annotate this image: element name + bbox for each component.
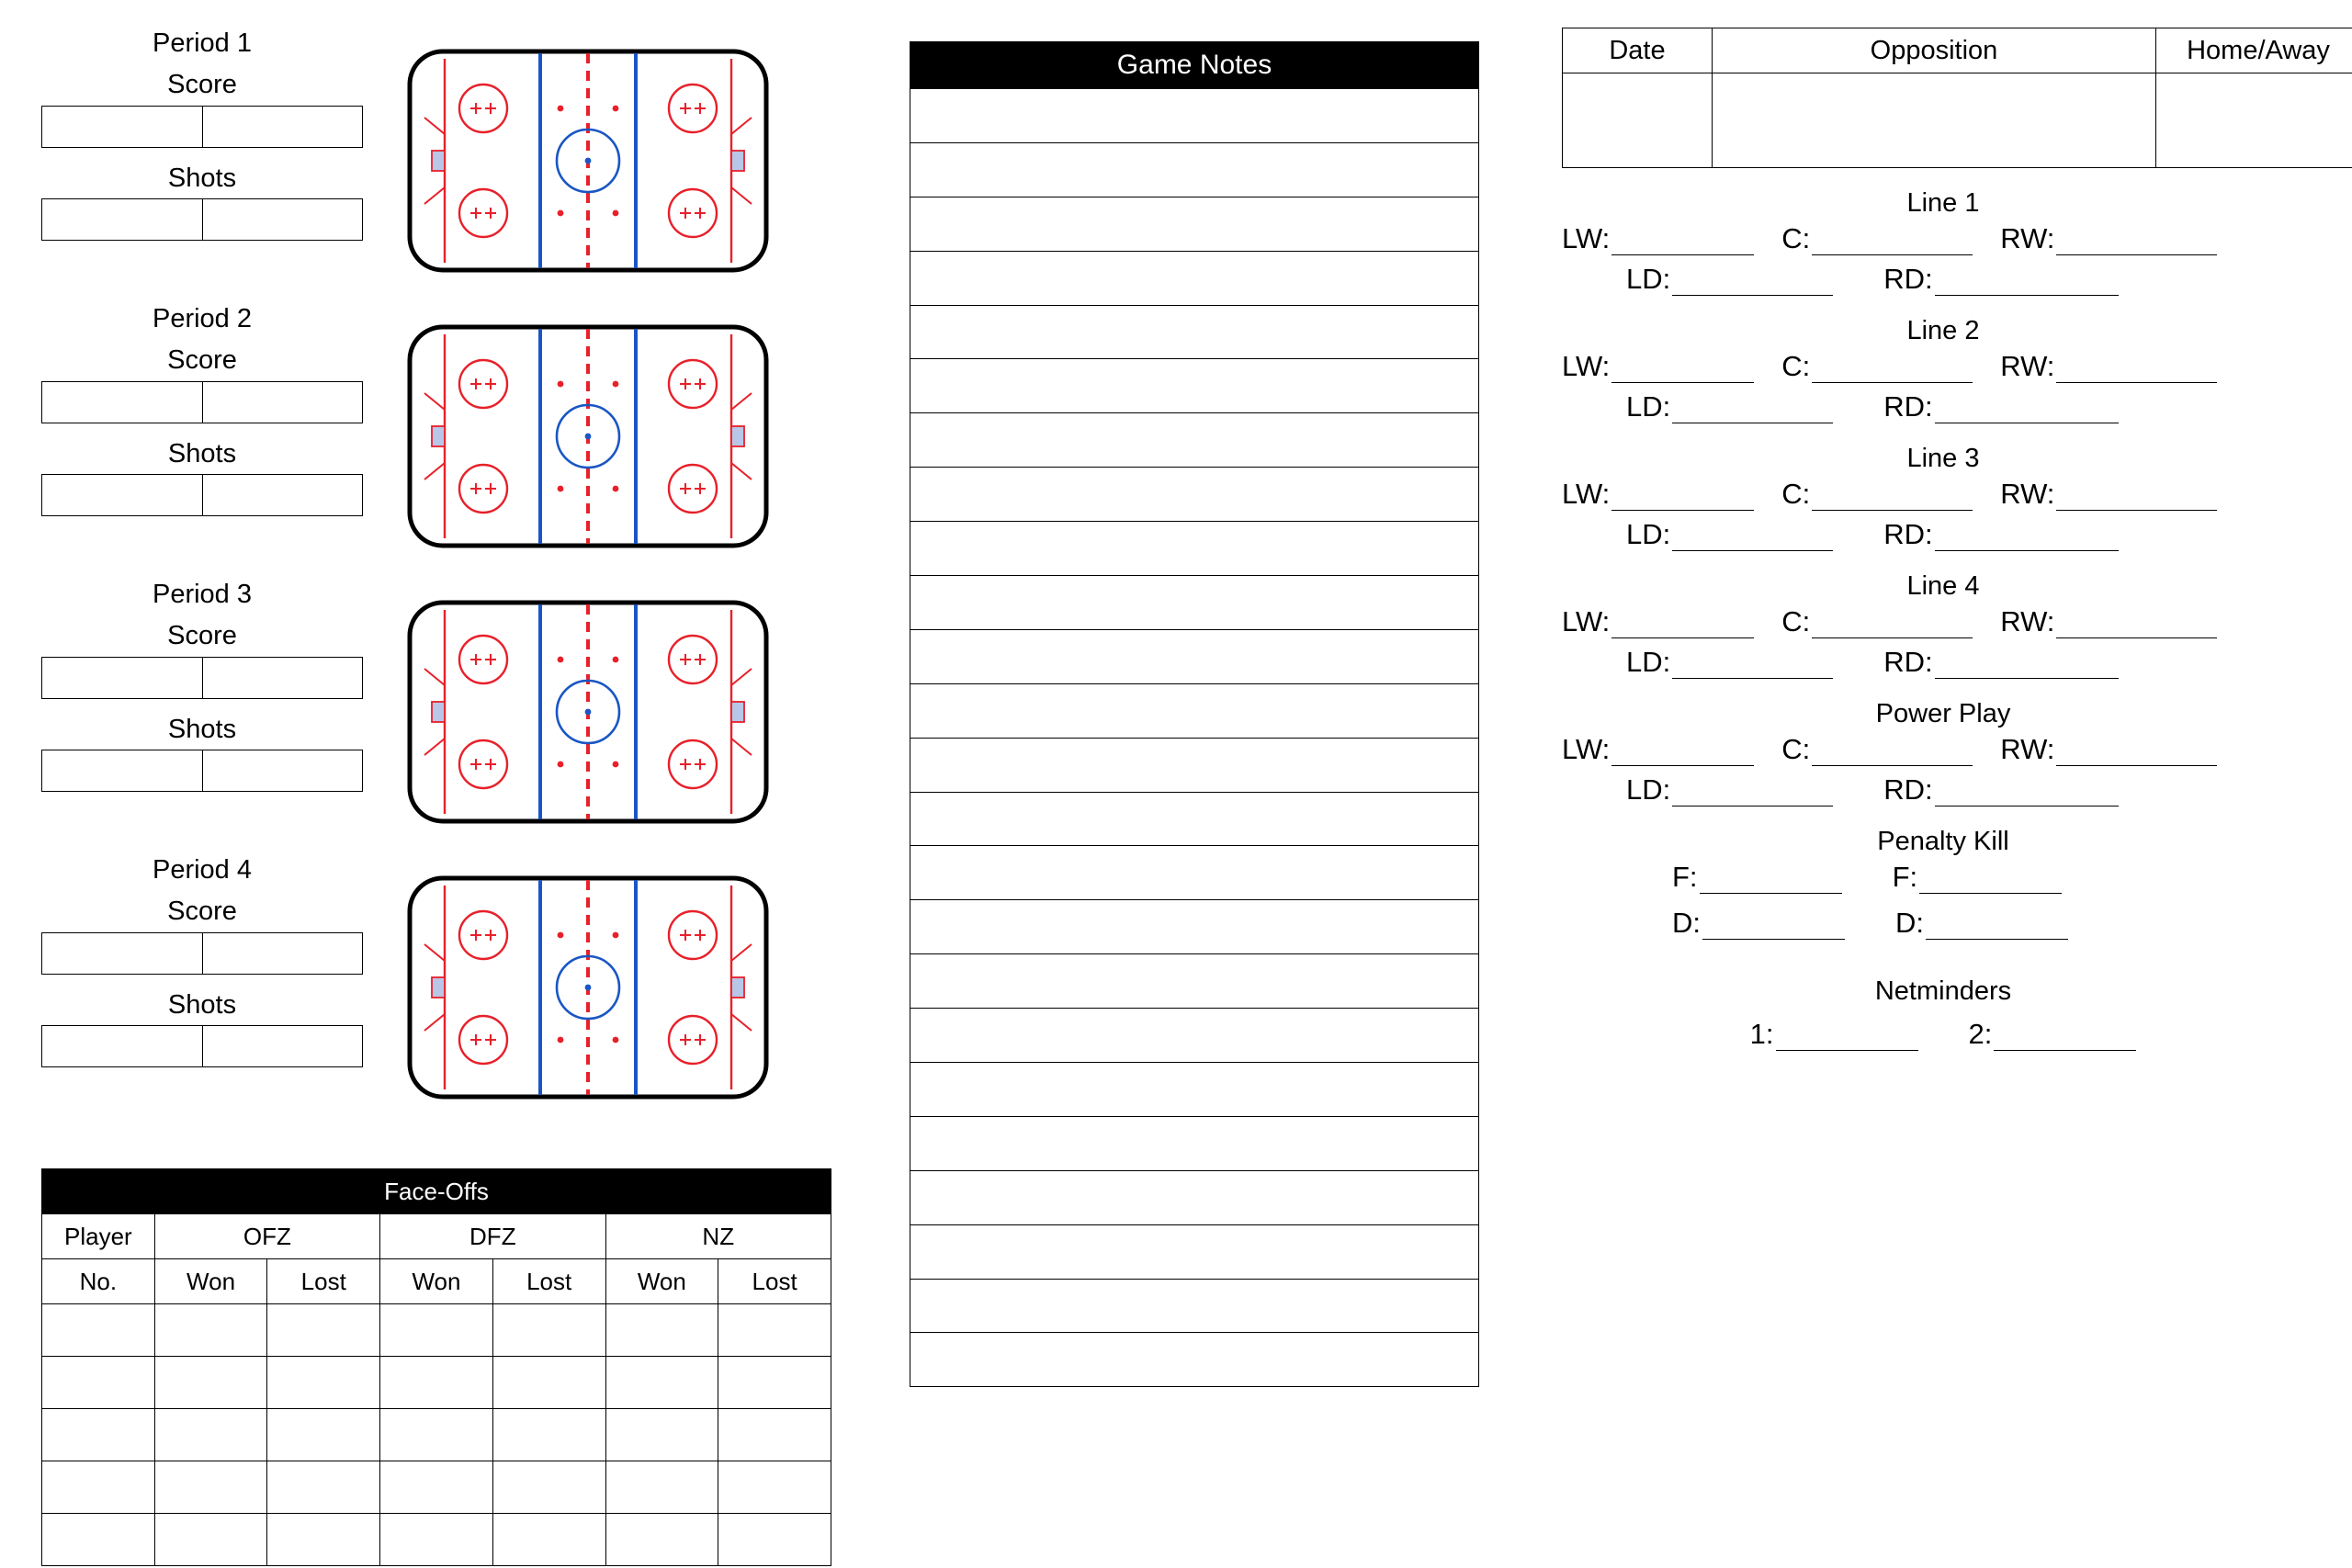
ld-field[interactable] <box>1626 773 1833 807</box>
rd-field[interactable] <box>1883 518 2118 551</box>
line-title: Line 3 <box>1906 444 1980 473</box>
pk-d2-label: D: <box>1895 907 1924 939</box>
c-label: C: <box>1781 605 1811 637</box>
score-label: Score <box>167 620 237 650</box>
lw-field[interactable] <box>1562 733 1754 766</box>
faceoff-cell[interactable] <box>380 1304 493 1357</box>
note-line[interactable] <box>910 467 1478 521</box>
shots-home-box[interactable] <box>42 750 202 791</box>
faceoff-cell[interactable] <box>718 1357 831 1409</box>
note-line[interactable] <box>910 792 1478 846</box>
period-block <box>37 579 845 854</box>
faceoff-cell[interactable] <box>380 1357 493 1409</box>
line-group <box>1562 571 2324 679</box>
shots-boxes[interactable] <box>41 1025 363 1067</box>
faceoff-cell[interactable] <box>605 1514 718 1566</box>
ld-label: LD: <box>1626 646 1671 678</box>
rd-blank[interactable] <box>1935 395 2119 423</box>
note-line[interactable] <box>910 845 1478 899</box>
rink-diagram[interactable] <box>404 597 772 831</box>
faceoff-cell[interactable] <box>380 1461 493 1514</box>
netminders-group <box>1562 976 2324 1051</box>
pk-f2-label: F: <box>1892 861 1918 893</box>
c-field[interactable] <box>1781 605 1973 638</box>
rd-field[interactable] <box>1883 646 2118 679</box>
rw-label: RW: <box>2000 733 2055 765</box>
faceoff-cell[interactable] <box>42 1304 155 1357</box>
netminder-2-blank[interactable] <box>1994 1022 2136 1051</box>
netminders-row <box>1562 1018 2324 1051</box>
rw-field[interactable] <box>2000 350 2217 383</box>
faceoff-cell[interactable] <box>154 1409 267 1461</box>
period-stats <box>37 28 368 255</box>
c-field[interactable] <box>1781 733 1973 766</box>
lw-blank[interactable] <box>1611 738 1754 766</box>
note-line[interactable] <box>910 738 1478 792</box>
pk-d1-field[interactable] <box>1672 907 1845 940</box>
note-line[interactable] <box>910 1116 1478 1170</box>
faceoff-cell[interactable] <box>380 1514 493 1566</box>
rink-diagram[interactable] <box>404 321 772 556</box>
netminder-2-label: 2: <box>1968 1018 1993 1050</box>
rd-label: RD: <box>1883 390 1933 423</box>
faceoff-sub-ofz-lost: Lost <box>267 1259 380 1304</box>
rink-diagram[interactable] <box>404 46 772 280</box>
period-title: Period 2 <box>152 304 252 333</box>
faceoff-cell[interactable] <box>154 1304 267 1357</box>
table-row[interactable] <box>42 1514 831 1566</box>
note-line[interactable] <box>910 683 1478 738</box>
table-row[interactable] <box>42 1461 831 1514</box>
lw-blank[interactable] <box>1611 355 1754 383</box>
line-group <box>1562 444 2324 551</box>
lw-blank[interactable] <box>1611 482 1754 511</box>
netminder-2-field[interactable] <box>1969 1018 2137 1051</box>
ld-blank[interactable] <box>1672 395 1833 423</box>
faceoff-cell[interactable] <box>42 1514 155 1566</box>
power-play-group <box>1562 699 2324 807</box>
ld-label: LD: <box>1626 390 1671 423</box>
note-line[interactable] <box>910 1332 1478 1386</box>
power-play-title: Power Play <box>1875 699 2011 728</box>
score-boxes[interactable] <box>41 106 363 148</box>
faceoff-sub-nz-won: Won <box>605 1259 718 1304</box>
lw-label: LW: <box>1562 222 1611 254</box>
ld-blank[interactable] <box>1672 267 1833 296</box>
faceoff-cell[interactable] <box>267 1357 380 1409</box>
shots-boxes[interactable] <box>41 750 363 792</box>
note-line[interactable] <box>910 521 1478 575</box>
pk-f2-blank[interactable] <box>1919 865 2062 894</box>
faceoff-cell[interactable] <box>267 1514 380 1566</box>
rd-label: RD: <box>1883 263 1933 295</box>
rd-field[interactable] <box>1883 263 2118 296</box>
faceoff-cell[interactable] <box>718 1461 831 1514</box>
period-stats <box>37 854 368 1082</box>
faceoff-group-player: Player <box>42 1214 155 1259</box>
faceoff-cell[interactable] <box>605 1409 718 1461</box>
score-boxes[interactable] <box>41 381 363 423</box>
rink-diagram[interactable] <box>404 873 772 1107</box>
faceoff-sub-nz-lost: Lost <box>718 1259 831 1304</box>
rd-label: RD: <box>1883 773 1933 806</box>
faceoff-cell[interactable] <box>605 1304 718 1357</box>
rw-blank[interactable] <box>2056 227 2217 255</box>
forward-row <box>1562 350 2324 383</box>
line-group <box>1562 188 2324 296</box>
c-label: C: <box>1781 733 1811 765</box>
c-field[interactable] <box>1781 222 1973 255</box>
score-label: Score <box>167 344 237 375</box>
lw-field[interactable] <box>1562 222 1754 255</box>
periods-column <box>37 28 845 1130</box>
faceoff-sub-ofz-won: Won <box>154 1259 267 1304</box>
pk-forward-row <box>1562 861 2324 894</box>
shots-label: Shots <box>167 714 237 744</box>
shots-boxes[interactable] <box>41 198 363 241</box>
rd-field[interactable] <box>1883 390 2118 423</box>
faceoff-cell[interactable] <box>492 1461 605 1514</box>
faceoff-cell[interactable] <box>154 1357 267 1409</box>
defence-row <box>1562 518 2324 551</box>
ld-label: LD: <box>1626 773 1671 806</box>
c-blank[interactable] <box>1812 738 1973 766</box>
shots-label: Shots <box>167 438 237 468</box>
forward-row <box>1562 478 2324 511</box>
note-line[interactable] <box>910 1224 1478 1279</box>
table-row[interactable] <box>42 1357 831 1409</box>
c-blank[interactable] <box>1812 610 1973 638</box>
period-block <box>37 303 845 579</box>
note-line[interactable] <box>910 412 1478 467</box>
rw-blank[interactable] <box>2056 738 2217 766</box>
note-line[interactable] <box>910 251 1478 305</box>
c-field[interactable] <box>1781 350 1973 383</box>
faceoff-group-nz: NZ <box>605 1214 831 1259</box>
c-blank[interactable] <box>1812 227 1973 255</box>
game-notes-panel <box>910 41 1479 1387</box>
faceoffs-title: Face-Offs <box>42 1169 831 1214</box>
lw-field[interactable] <box>1562 605 1754 638</box>
netminder-1-blank[interactable] <box>1776 1022 1918 1051</box>
rw-label: RW: <box>2000 222 2055 254</box>
ld-label: LD: <box>1626 518 1671 550</box>
period-title: Period 4 <box>152 855 252 885</box>
pk-d1-blank[interactable] <box>1702 911 1845 940</box>
faceoff-cell[interactable] <box>42 1357 155 1409</box>
score-home-box[interactable] <box>42 658 202 698</box>
note-line[interactable] <box>910 197 1478 251</box>
faceoff-cell[interactable] <box>380 1409 493 1461</box>
c-blank[interactable] <box>1812 482 1973 511</box>
c-blank[interactable] <box>1812 355 1973 383</box>
rd-label: RD: <box>1883 646 1933 678</box>
note-line[interactable] <box>910 575 1478 629</box>
score-label: Score <box>167 69 237 99</box>
note-line[interactable] <box>910 1279 1478 1333</box>
lw-label: LW: <box>1562 605 1611 637</box>
ld-label: LD: <box>1626 263 1671 295</box>
faceoff-sub-no: No. <box>42 1259 155 1304</box>
forward-row <box>1562 733 2324 766</box>
c-field[interactable] <box>1781 478 1973 511</box>
rw-field[interactable] <box>2000 733 2217 766</box>
rw-blank[interactable] <box>2056 610 2217 638</box>
rw-label: RW: <box>2000 478 2055 510</box>
score-away-box[interactable] <box>202 933 362 974</box>
table-row[interactable] <box>42 1304 831 1357</box>
faceoff-cell[interactable] <box>154 1461 267 1514</box>
game-header-table <box>1562 28 2352 168</box>
faceoff-cell[interactable] <box>718 1304 831 1357</box>
ld-blank[interactable] <box>1672 778 1833 807</box>
lw-blank[interactable] <box>1611 610 1754 638</box>
ld-field[interactable] <box>1626 646 1833 679</box>
note-line[interactable] <box>910 88 1478 142</box>
penalty-kill-group <box>1562 827 2324 940</box>
lw-blank[interactable] <box>1611 227 1754 255</box>
rw-field[interactable] <box>2000 605 2217 638</box>
faceoffs-table <box>41 1168 831 1566</box>
shots-away-box[interactable] <box>202 750 362 791</box>
rd-blank[interactable] <box>1935 650 2119 679</box>
faceoff-cell[interactable] <box>492 1304 605 1357</box>
rd-blank[interactable] <box>1935 778 2119 807</box>
defence-row <box>1562 263 2324 296</box>
line-group <box>1562 316 2324 423</box>
shots-label: Shots <box>167 989 237 1020</box>
rd-blank[interactable] <box>1935 267 2119 296</box>
period-title: Period 1 <box>152 28 252 58</box>
lw-field[interactable] <box>1562 350 1754 383</box>
score-away-box[interactable] <box>202 658 362 698</box>
forward-row <box>1562 605 2324 638</box>
shots-home-box[interactable] <box>42 1026 202 1066</box>
header-date-value[interactable] <box>1563 73 1713 168</box>
rw-blank[interactable] <box>2056 482 2217 511</box>
pk-f1-field[interactable] <box>1672 861 1842 894</box>
score-away-box[interactable] <box>202 107 362 147</box>
faceoff-cell[interactable] <box>267 1304 380 1357</box>
faceoff-group-dfz: DFZ <box>380 1214 605 1259</box>
rw-blank[interactable] <box>2056 355 2217 383</box>
faceoff-cell[interactable] <box>492 1357 605 1409</box>
lw-label: LW: <box>1562 733 1611 765</box>
note-line[interactable] <box>910 953 1478 1008</box>
rd-field[interactable] <box>1883 773 2118 807</box>
game-notes-title: Game Notes <box>910 42 1478 88</box>
faceoff-cell[interactable] <box>42 1461 155 1514</box>
pk-d2-blank[interactable] <box>1926 911 2068 940</box>
rd-label: RD: <box>1883 518 1933 550</box>
netminder-1-field[interactable] <box>1750 1018 1918 1051</box>
ld-field[interactable] <box>1626 390 1833 423</box>
note-line[interactable] <box>910 1062 1478 1116</box>
header-home-away-value[interactable] <box>2156 73 2352 168</box>
faceoff-sub-dfz-won: Won <box>380 1259 493 1304</box>
header-home-away-label: Home/Away <box>2156 28 2352 73</box>
ld-blank[interactable] <box>1672 523 1833 551</box>
faceoff-cell[interactable] <box>267 1409 380 1461</box>
ld-blank[interactable] <box>1672 650 1833 679</box>
faceoff-cell[interactable] <box>42 1409 155 1461</box>
note-line[interactable] <box>910 142 1478 197</box>
shots-home-box[interactable] <box>42 199 202 240</box>
note-line[interactable] <box>910 1170 1478 1224</box>
rd-blank[interactable] <box>1935 523 2119 551</box>
lineup-column <box>1562 28 2330 1051</box>
faceoffs-sub-header-row <box>42 1259 831 1304</box>
note-line[interactable] <box>910 358 1478 412</box>
period-stats <box>37 303 368 531</box>
faceoffs-group-header-row <box>42 1214 831 1259</box>
faceoff-cell[interactable] <box>492 1514 605 1566</box>
faceoff-cell[interactable] <box>154 1514 267 1566</box>
score-boxes[interactable] <box>41 657 363 699</box>
faceoff-cell[interactable] <box>718 1514 831 1566</box>
header-opposition-value[interactable] <box>1713 73 2156 168</box>
faceoff-cell[interactable] <box>605 1357 718 1409</box>
ld-field[interactable] <box>1626 518 1833 551</box>
pk-defence-row <box>1562 907 2324 940</box>
table-row[interactable] <box>42 1409 831 1461</box>
rw-field[interactable] <box>2000 478 2217 511</box>
shots-boxes[interactable] <box>41 474 363 516</box>
faceoff-group-ofz: OFZ <box>154 1214 379 1259</box>
pk-d2-field[interactable] <box>1895 907 2068 940</box>
lw-label: LW: <box>1562 478 1611 510</box>
forward-row <box>1562 222 2324 255</box>
shots-away-box[interactable] <box>202 1026 362 1066</box>
score-home-box[interactable] <box>42 933 202 974</box>
rw-field[interactable] <box>2000 222 2217 255</box>
defence-row <box>1562 773 2324 807</box>
shots-label: Shots <box>167 163 237 193</box>
line-title: Line 1 <box>1906 188 1980 218</box>
pk-f1-blank[interactable] <box>1700 865 1842 894</box>
shots-away-box[interactable] <box>202 199 362 240</box>
faceoff-sub-dfz-lost: Lost <box>492 1259 605 1304</box>
pk-d1-label: D: <box>1672 907 1701 939</box>
note-line[interactable] <box>910 305 1478 359</box>
score-away-box[interactable] <box>202 382 362 423</box>
faceoff-cell[interactable] <box>718 1409 831 1461</box>
period-title: Period 3 <box>152 580 252 609</box>
period-stats <box>37 579 368 807</box>
c-label: C: <box>1781 478 1811 510</box>
lw-field[interactable] <box>1562 478 1754 511</box>
period-block <box>37 854 845 1130</box>
lw-label: LW: <box>1562 350 1611 382</box>
pk-f1-label: F: <box>1672 861 1698 893</box>
defence-row <box>1562 646 2324 679</box>
score-home-box[interactable] <box>42 382 202 423</box>
note-line[interactable] <box>910 629 1478 683</box>
netminder-1-label: 1: <box>1749 1018 1774 1050</box>
line-title: Line 4 <box>1906 571 1980 601</box>
score-boxes[interactable] <box>41 932 363 975</box>
penalty-kill-title: Penalty Kill <box>1877 827 2009 856</box>
shots-home-box[interactable] <box>42 475 202 515</box>
shots-away-box[interactable] <box>202 475 362 515</box>
faceoff-cell[interactable] <box>605 1461 718 1514</box>
defence-row <box>1562 390 2324 423</box>
netminders-title: Netminders <box>1874 976 2012 1006</box>
rw-label: RW: <box>2000 350 2055 382</box>
faceoff-cell[interactable] <box>267 1461 380 1514</box>
pk-f2-field[interactable] <box>1893 861 2063 894</box>
ld-field[interactable] <box>1626 263 1833 296</box>
c-label: C: <box>1781 222 1811 254</box>
header-date-label: Date <box>1563 28 1713 73</box>
c-label: C: <box>1781 350 1811 382</box>
line-title: Line 2 <box>1906 316 1980 345</box>
period-block <box>37 28 845 303</box>
note-line[interactable] <box>910 899 1478 953</box>
header-opposition-label: Opposition <box>1713 28 2156 73</box>
score-home-box[interactable] <box>42 107 202 147</box>
rw-label: RW: <box>2000 605 2055 637</box>
note-line[interactable] <box>910 1008 1478 1062</box>
score-label: Score <box>167 896 237 926</box>
faceoff-cell[interactable] <box>492 1409 605 1461</box>
